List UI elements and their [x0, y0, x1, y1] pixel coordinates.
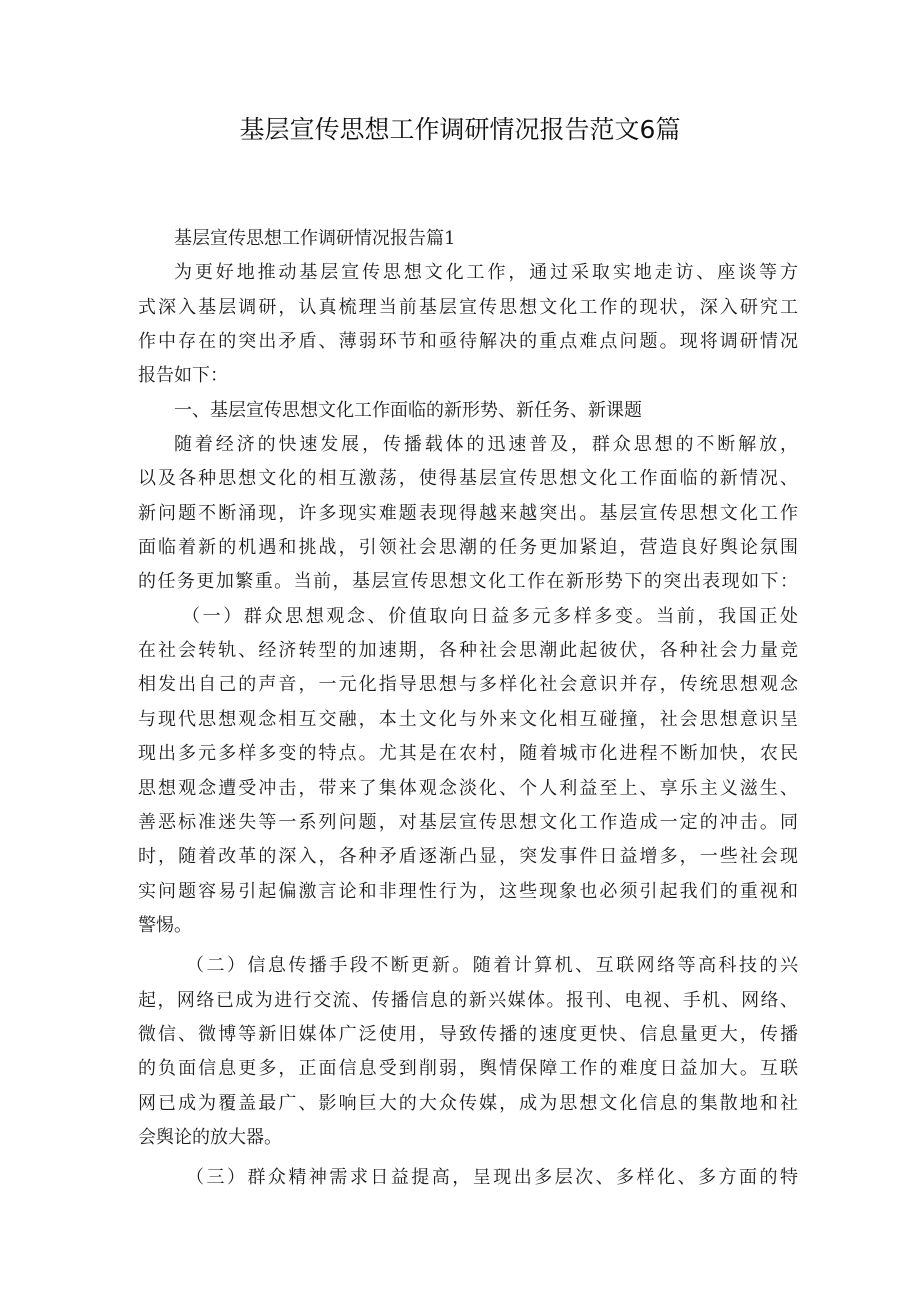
paragraph-line: 起，网络已成为进行交流、传播信息的新兴媒体。报刊、电视、手机、网络、 — [138, 989, 798, 1011]
paragraph-line: 与现代思想观念相互交融，本土文化与外来文化相互碰撞，社会思想意识呈 — [138, 708, 798, 730]
paragraph-line: 新问题不断涌现，许多现实难题表现得越来越突出。基层宣传思想文化工作 — [138, 502, 798, 524]
paragraph-line: 报告如下： — [138, 365, 228, 387]
document-body — [138, 222, 798, 1196]
paragraph-line: 式深入基层调研，认真梳理当前基层宣传思想文化工作的现状，深入研究工 — [138, 296, 798, 318]
paragraph-intro — [138, 256, 798, 393]
paragraph-line: 作中存在的突出矛盾、薄弱环节和亟待解决的重点难点问题。现将调研情况 — [138, 331, 798, 353]
paragraph-point-3 — [138, 1161, 798, 1195]
paragraph-line: （一）群众思想观念、价值取向日益多元多样多变。当前，我国正处 — [182, 605, 798, 627]
paragraph-line: 面临着新的机遇和挑战，引领社会思潮的任务更加紧迫，营造良好舆论氛围 — [138, 537, 798, 559]
paragraph-line: （三）群众精神需求日益提高，呈现出多层次、多样化、多方面的特 — [186, 1167, 798, 1189]
paragraph-point-2 — [138, 949, 798, 1155]
paragraph-line: 为更好地推动基层宣传思想文化工作，通过采取实地走访、座谈等方 — [174, 262, 798, 284]
section-subtitle: 基层宣传思想工作调研情况报告篇1 — [174, 228, 456, 249]
paragraph-line: 微信、微博等新旧媒体广泛使用，导致传播的速度更快、信息量更大，传播 — [138, 1023, 798, 1045]
paragraph-line: 在社会转轨、经济转型的加速期，各种社会思潮此起彼伏，各种社会力量竞 — [138, 640, 798, 662]
paragraph-point-1 — [138, 600, 798, 943]
paragraph-line: 现出多元多样多变的特点。尤其是在农村，随着城市化进程不断加快，农民 — [138, 743, 798, 765]
paragraph-line: 思想观念遭受冲击，带来了集体观念淡化、个人利益至上、享乐主义滋生、 — [138, 777, 798, 799]
paragraph-line: 随着经济的快速发展，传播载体的迅速普及，群众思想的不断解放， — [174, 434, 798, 456]
paragraph-line: 的任务更加繁重。当前，基层宣传思想文化工作在新形势下的突出表现如下： — [138, 571, 798, 593]
paragraph-line: 时，随着改革的深入，各种矛盾逐渐凸显，突发事件日益增多，一些社会现 — [138, 846, 798, 868]
paragraph-line: 善恶标准迷失等一系列问题，对基层宣传思想文化工作造成一定的冲击。同 — [138, 811, 798, 833]
paragraph-situation — [138, 428, 798, 600]
paragraph-line: 以及各种思想文化的相互激荡，使得基层宣传思想文化工作面临的新情况、 — [138, 468, 798, 490]
paragraph-line: 的负面信息更多，正面信息受到削弱，舆情保障工作的难度日益加大。互联 — [138, 1058, 798, 1080]
paragraph-line: 警惕。 — [138, 914, 192, 936]
paragraph-line: （二）信息传播手段不断更新。随着计算机、互联网络等高科技的兴 — [186, 955, 798, 977]
document-title: 基层宣传思想工作调研情况报告范文6篇 — [239, 115, 681, 144]
paragraph-line: 网已成为覆盖最广、影响巨大的大众传媒，成为思想文化信息的集散地和社 — [138, 1092, 798, 1114]
paragraph-line: 实问题容易引起偏激言论和非理性行为，这些现象也必须引起我们的重视和 — [138, 880, 798, 902]
section-heading-1 — [138, 394, 798, 428]
paragraph-line: 会舆论的放大器。 — [138, 1126, 282, 1148]
paragraph-line: 相发出自己的声音，一元化指导思想与多样化社会意识并存，传统思想观念 — [138, 674, 798, 696]
heading-line: 一、基层宣传思想文化工作面临的新形势、新任务、新课题 — [174, 399, 642, 421]
